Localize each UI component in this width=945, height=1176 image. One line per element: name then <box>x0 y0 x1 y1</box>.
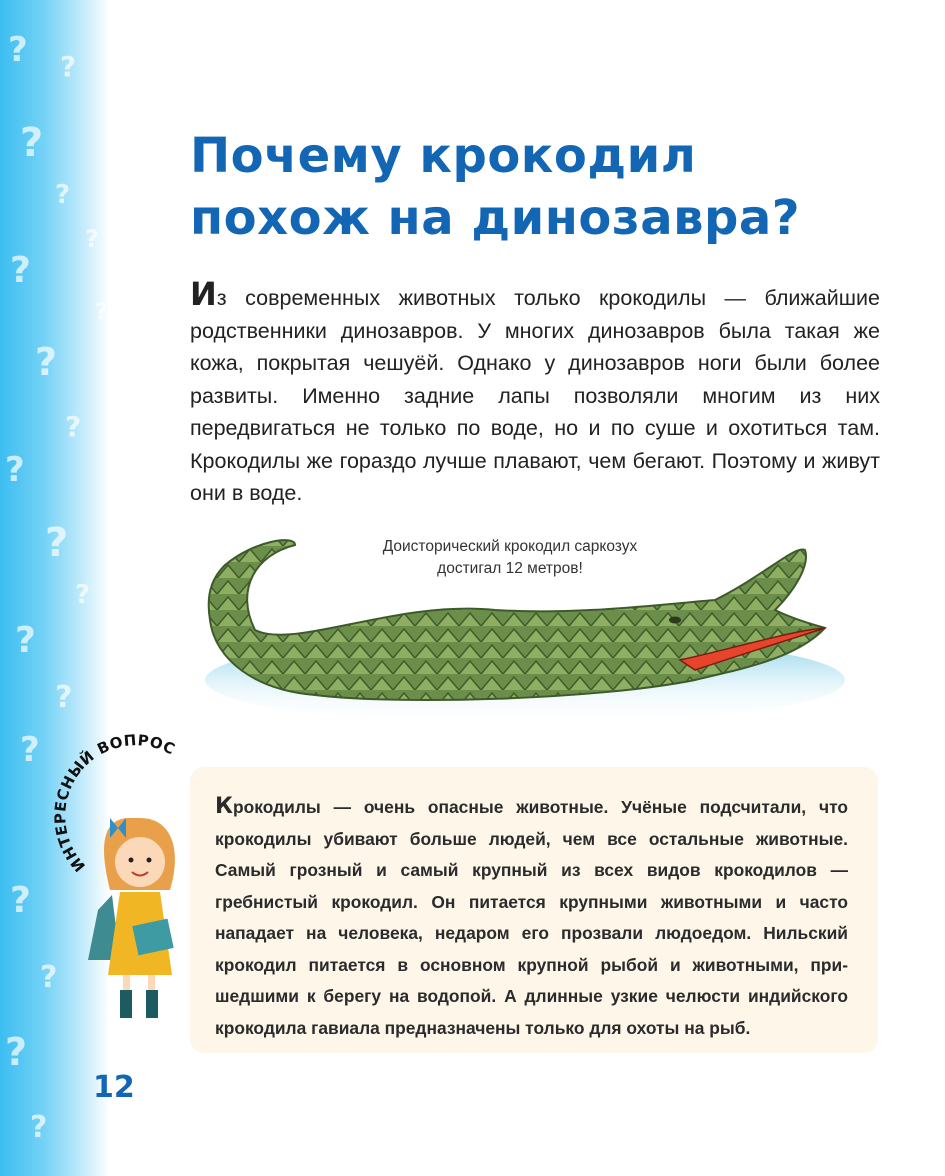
image-caption <box>360 536 660 580</box>
question-mark-icon: ? <box>60 50 77 83</box>
question-mark-icon: ? <box>10 250 31 291</box>
page-title <box>190 125 890 249</box>
page-number: 12 <box>93 1070 135 1105</box>
main-paragraph <box>190 275 880 510</box>
question-mark-icon: ? <box>55 680 73 715</box>
badge-label-text: ИНТЕРЕСНЫЙ ВОПРОС <box>51 731 179 876</box>
question-mark-icon: ? <box>55 180 71 210</box>
question-mark-icon: ? <box>5 450 25 490</box>
question-mark-icon: ? <box>95 300 108 325</box>
question-mark-icon: ? <box>20 730 40 770</box>
question-mark-icon: ? <box>85 225 99 253</box>
question-mark-icon: ? <box>15 620 36 661</box>
question-mark-icon: ? <box>75 580 91 610</box>
caption-line-2: достигал 12 метров! <box>437 560 583 577</box>
fact-text: рокодилы — очень опасные животные. Учёные подсчитали, что крокодилы убивают больше людей, чем все остальные животные. Самый грозный и самый крупный из всех видов крокодилов — гребнистый крокодил. Он питается крупными животными и часто нападает на человека, недаром его прозвали людоедом. Нильский крокодил питается в основном крупной рыбой и животными, пришедшими к берегу на водопой. А длинные узкие челюсти индийского крокодила гавиала предназначены только для охоты на рыб. <box>215 797 848 1038</box>
fact-paragraph <box>215 791 848 1044</box>
question-mark-icon: ? <box>10 880 31 921</box>
question-mark-icon: ? <box>40 960 58 995</box>
interesting-fact-box <box>190 767 878 1053</box>
fact-dropcap: К <box>215 794 233 819</box>
question-mark-icon: ? <box>30 1110 48 1145</box>
question-mark-icon: ? <box>45 520 69 566</box>
question-mark-icon: ? <box>20 120 44 166</box>
girl-illustration <box>80 810 190 1025</box>
question-mark-icon: ? <box>65 410 82 443</box>
title-line-1: Почему крокодил <box>190 128 697 184</box>
question-mark-icon: ? <box>8 30 28 70</box>
title-line-2: похож на динозавра? <box>190 190 801 246</box>
paragraph-dropcap: И <box>190 275 217 313</box>
paragraph-text: з современных животных только крокодилы — ближайшие родственники динозавров. У многих динозавров была такая же кожа, покрытая чешуёй. Однако у динозавров ноги были более развиты. Именно задние лапы позволяли многим из них передвигаться не только по воде, но и по суше и охотиться там. Крокодилы же гораздо лучше плавают, чем бегают. Поэтому и живут они в воде. <box>190 286 880 505</box>
question-mark-icon: ? <box>5 1030 28 1074</box>
question-mark-icon: ? <box>35 340 58 384</box>
caption-line-1: Доисторический крокодил саркозух <box>382 538 638 555</box>
